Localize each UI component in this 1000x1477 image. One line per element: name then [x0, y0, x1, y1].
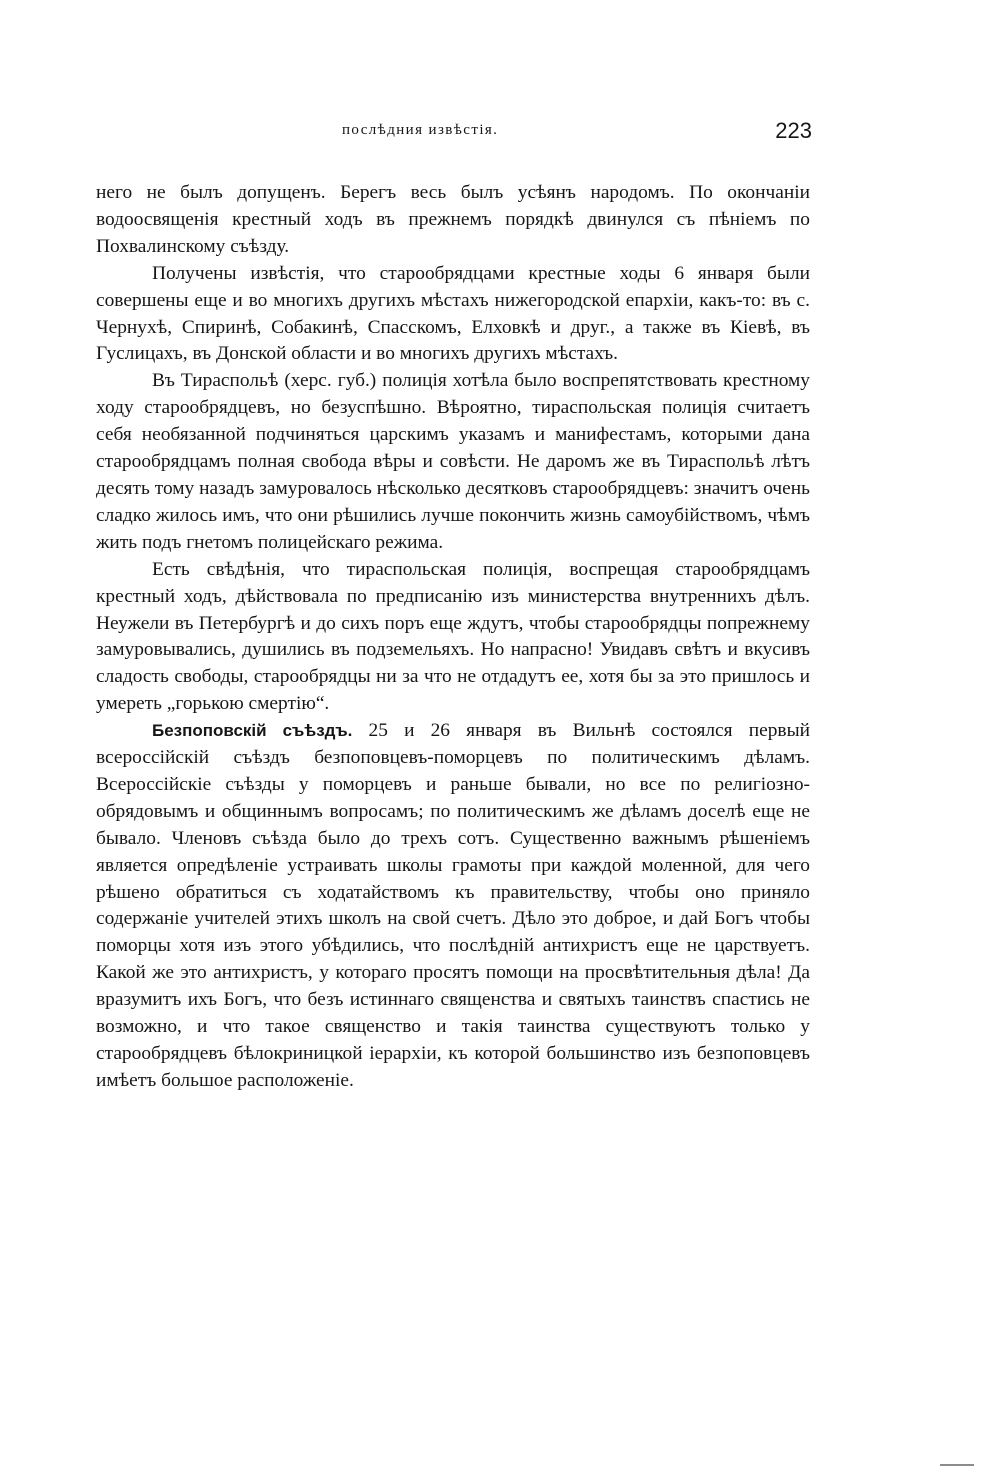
paragraph-processions: Получены извѣстія, что старообрядцами крестные ходы 6 января были совершены еще и во многихъ другихъ мѣстахъ нижегородской епархіи, какъ-то: въ с. Чернухѣ, Спиринѣ, Собакинѣ, Спасскомъ, Елховкѣ и друг., а также въ Кіевѣ, въ Гуслицахъ, въ Донской области и во многихъ другихъ мѣстахъ.	[96, 262, 810, 365]
page-number: 223	[775, 118, 812, 143]
congress-text: 25 и 26 января въ Вильнѣ состоялся первый всероссійскій съѣздъ безпоповцевъ-поморцевъ по политическимъ дѣламъ. Всероссійскіе съѣзды у поморцевъ и раньше бывали, но все по религіозно-обрядовымъ и общиннымъ вопросамъ; по политическимъ же дѣламъ доселѣ еще не бывало. Членовъ съѣзда было до трехъ сотъ. Существенно важнымъ рѣшеніемъ является опредѣленіе устраивать школы грамоты при каждой моленной, для чего рѣшено обратиться съ ходатайствомъ къ правительству, чтобы оно приняло содержаніе учителей этихъ школъ на свой счетъ. Дѣло это доброе, и дай Богъ чтобы поморцы хотя изъ этого убѣдились, что послѣдній антихристъ еще не царствуетъ. Какой же это антихристъ, у котораго просятъ помощи на просвѣтительныя дѣла! Да вразумитъ ихъ Богъ, что безъ истиннаго священства и святыхъ таинствъ спастись не возможно, и что такое священство и такія таинства существуютъ только у старообрядцевъ бѣлокриницкой іерархіи, къ которой большинство изъ безпоповцевъ имѣетъ большое расположеніе.	[96, 720, 810, 1091]
running-head	[300, 118, 812, 148]
body-text	[96, 180, 810, 1095]
paragraph-ministry: Есть свѣдѣнія, что тираспольская полиція, воспрещая старообрядцамъ крестный ходъ, дѣйствовала по предписанію изъ министерства внутреннихъ дѣлъ. Неужели въ Петербургѣ и до сихъ поръ еще ждутъ, чтобы старообрядцы попрежнему замуровывались, душились въ подземельяхъ. Но напрасно! Увидавъ свѣтъ и вкусивъ сладость свободы, старообрядцы ни за что не отдадутъ ее, хотя бы за это пришлось и умереть „горькою смертію“.	[96, 558, 810, 715]
congress-run-in-title: Безпоповскій съѣздъ.	[152, 721, 353, 741]
paragraph-continuation: него не былъ допущенъ. Берегъ весь былъ усѣянъ народомъ. По окончаніи водоосвященія крестный ходъ въ прежнемъ порядкѣ двинулся съ пѣніемъ по Похвалинскому съѣзду.	[96, 182, 810, 257]
paragraph-congress	[96, 718, 810, 1095]
scan-edge-mark	[940, 1464, 974, 1466]
running-title: послѣдния извѣстія.	[342, 122, 499, 138]
paragraph-tiraspol: Въ Тираспольѣ (херс. губ.) полиція хотѣла было воспрепятствовать крестному ходу старообрядцевъ, но безуспѣшно. Вѣроятно, тираспольская полиція считаетъ себя необязанной подчиняться царскимъ указамъ и манифестамъ, которыми дана старообрядцамъ полная свобода вѣры и совѣсти. Не даромъ же въ Тираспольѣ лѣтъ десять тому назадъ замуровалось нѣсколько десятковъ старообрядцевъ: значитъ очень сладко жилось имъ, что они рѣшились лучше покончить жизнь самоубійствомъ, чѣмъ жить подъ гнетомъ полицейскаго режима.	[96, 370, 810, 553]
